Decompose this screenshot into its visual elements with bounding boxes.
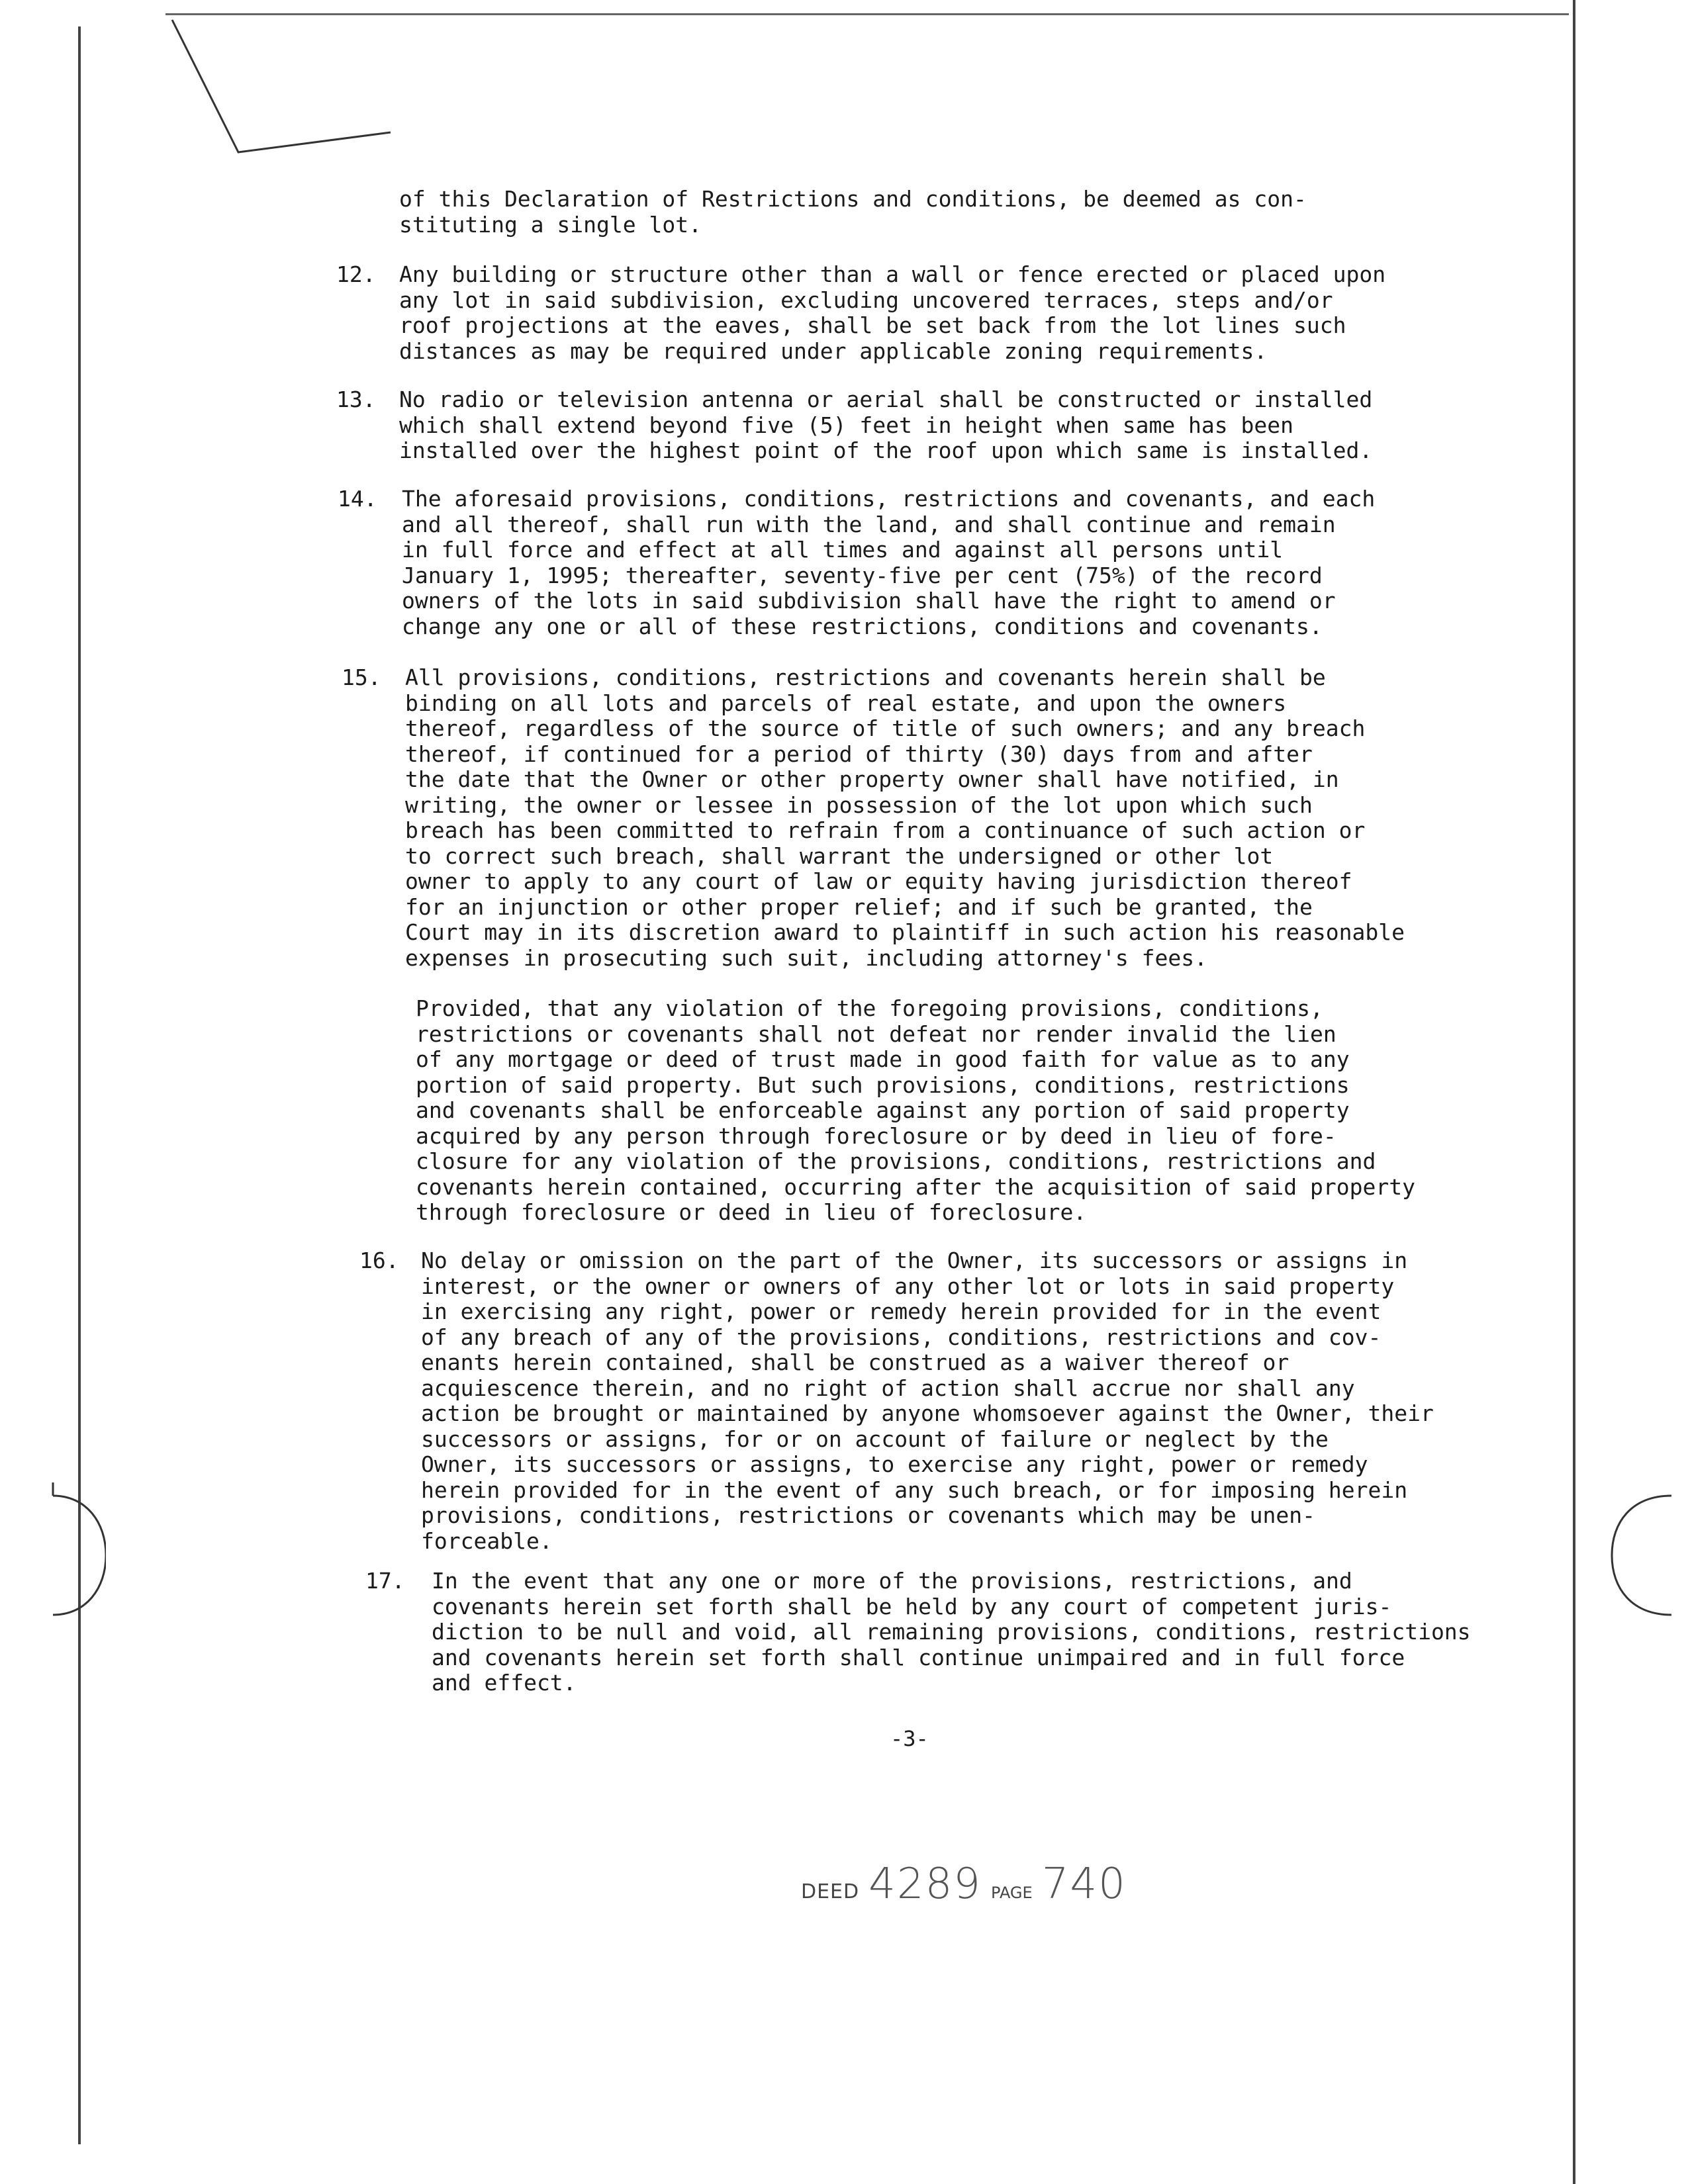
continuation-paragraph: of this Declaration of Restrictions and conditions, be deemed as con- stituting a single lot. xyxy=(399,186,1307,238)
item-number-15: 15. xyxy=(342,664,381,690)
stamp-book-number: 4289 xyxy=(868,1860,982,1909)
scan-clip-left xyxy=(46,1482,106,1628)
scan-border-left xyxy=(78,26,81,2144)
stamp-page-number: 740 xyxy=(1041,1860,1127,1909)
item-number-12: 12. xyxy=(336,261,376,287)
scan-border-right xyxy=(1573,0,1575,2184)
item-text-14: The aforesaid provisions, conditions, restrictions and covenants, and each and all thereof, shall run with the land, and shall continue and remain in full force and effect at all times and against all persons until January 1, 1995; thereafter, seventy-five per cent (75%) of the record owners of the lots in said subdivision shall have the right to amend or change any one or all of these restrictions, conditions and covenants. xyxy=(402,486,1376,639)
item-proviso-15: Provided, that any violation of the foregoing provisions, conditions, restrictions or covenants shall not defeat nor render invalid the lien of any mortgage or deed of trust made in good faith for value as to any portion of said property. But such provisions, conditions, restrictions and covenants shall be enforceable against any portion of said property acquired by any person through foreclosure or by deed in lieu of fore- closure for any violation of the provisions, conditions, restrictions and covenants herein contained, occurring after the acquisition of said property through foreclosure or deed in lieu of foreclosure. xyxy=(416,995,1415,1225)
item-number-17: 17. xyxy=(365,1568,405,1594)
stamp-book-label: DEED xyxy=(801,1880,860,1903)
scan-fold-corner xyxy=(165,13,397,165)
item-text-13: No radio or television antenna or aerial shall be constructed or installed which shall extend beyond five (5) feet in height when same has been installed over the highest point of the roof upon which same is installed. xyxy=(399,387,1373,463)
item-text-16: No delay or omission on the part of the Owner, its successors or assigns in interest, or the owner or owners of any other lot or lots in said property in exercising any right, power or remedy herein provided for in the event of any breach of any of the provisions, conditions, restrictions and cov- enants herein contained, shall be construed as a waiver thereof or acquiescence therein, and no right of action shall accrue nor shall any action be brought or maintained by anyone whomsoever against the Owner, their successors or assigns, for or on account of failure or neglect by the Owner, its successors or assigns, to exercise any right, power or remedy herein provided for in the event of any such breach, or for imposing herein provisions, conditions, restrictions or covenants which may be unen- forceable. xyxy=(421,1248,1434,1554)
item-number-16: 16. xyxy=(359,1248,399,1273)
item-text-12: Any building or structure other than a wall or fence erected or placed upon any lot in said subdivision, excluding uncovered terraces, steps and/or roof projections at the eaves, shall be set back from the lot lines such distances as may be required under applicable zoning requirements. xyxy=(399,261,1386,364)
item-text-15: All provisions, conditions, restrictions and covenants herein shall be binding on all lots and parcels of real estate, and upon the owners thereof, regardless of the source of title of such owners; and any breach thereof, if continued for a period of thirty (30) days from and after the date that the Owner or other property owner shall have notified, in writing, the owner or lessee in possession of the lot upon which such breach has been committed to refrain from a continuance of such action or to correct such breach, shall warrant the undersigned or other lot owner to apply to any court of law or equity having jurisdiction thereof for an injunction or other proper relief; and if such be granted, the Court may in its discretion award to plaintiff in such action his reasonable expenses in prosecuting such suit, including attorney's fees. xyxy=(405,664,1405,971)
stamp-page-label: PAGE xyxy=(991,1884,1033,1902)
page-number: -3- xyxy=(890,1726,929,1751)
item-number-13: 13. xyxy=(336,387,376,412)
scan-clip-right xyxy=(1579,1482,1678,1628)
recording-stamp xyxy=(801,1860,1127,1909)
item-text-17: In the event that any one or more of the provisions, restrictions, and covenants herein set forth shall be held by any court of competent juris- diction to be null and void, all remaining provisions, conditions, restrictions and covenants herein set forth shall continue unimpaired and in full force and effect. xyxy=(432,1568,1471,1696)
item-number-14: 14. xyxy=(338,486,377,512)
